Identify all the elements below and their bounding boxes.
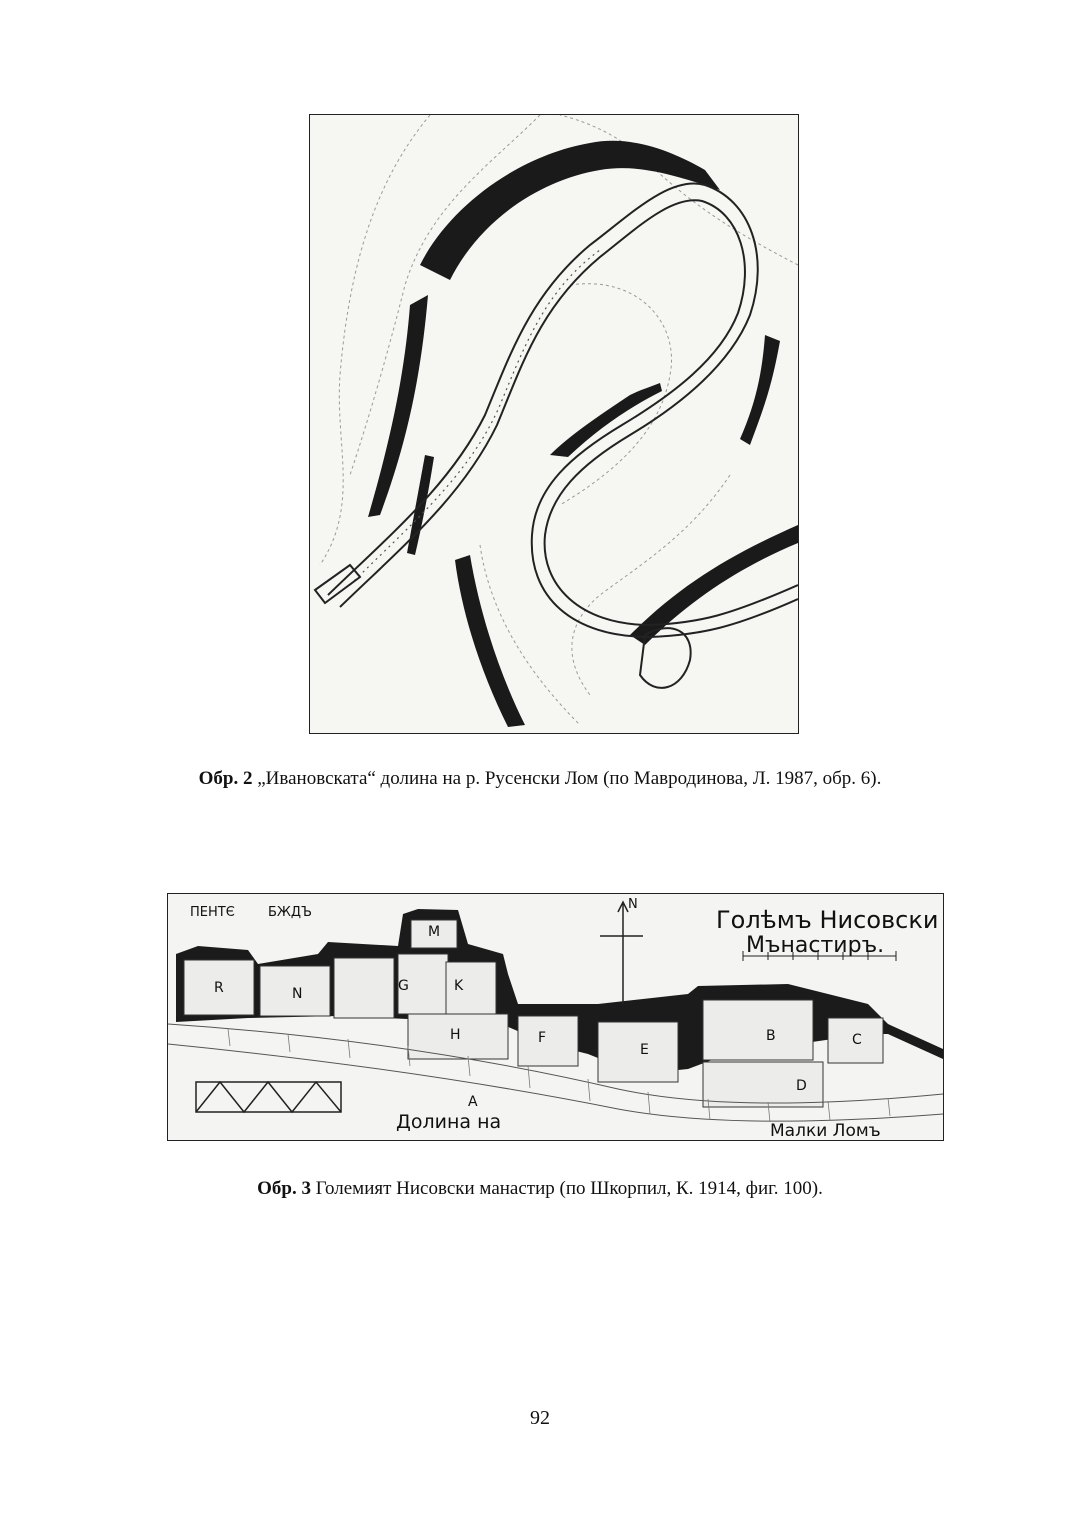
figure-3-caption-text: Големият Нисовски манастир (по Шкорпил, К. 1914, фиг. 100). [310, 1178, 823, 1199]
room-label-d: D [796, 1078, 807, 1094]
map-title-line2: Мънастиръ. [746, 933, 885, 958]
figure-2-caption-label: Обр. 2 [198, 768, 253, 789]
figure-2-caption-text: „Ивановската“ долина на р. Русенски Лом (по Мавродинова, Л. 1987, обр. 6). [252, 768, 882, 789]
room-label-h: H [450, 1027, 461, 1043]
corner-label-right: БЖДЪ [268, 905, 312, 920]
room-label-b: B [766, 1028, 776, 1044]
figure-3-caption-label: Обр. 3 [257, 1178, 311, 1199]
figure-3-plan [167, 893, 944, 1141]
north-label: N [628, 897, 638, 912]
room-label-a: A [468, 1094, 478, 1110]
room-label-m: M [428, 924, 441, 940]
room-label-e: E [640, 1042, 649, 1058]
bottom-label-right: Малки Ломъ [770, 1121, 881, 1140]
room-label-r: R [214, 980, 224, 996]
bottom-label-left: Долина на [396, 1111, 502, 1133]
room-label-g: G [398, 978, 409, 994]
corner-label-left: ПЕНТЄ [190, 905, 235, 920]
room-label-k: K [454, 978, 464, 994]
meander-map-drawing [310, 115, 798, 733]
monastery-plan-drawing [168, 894, 943, 1140]
figure-2-caption [0, 768, 1080, 790]
figure-3-caption [0, 1178, 1080, 1200]
room-label-n: N [292, 986, 303, 1002]
figure-2-map [309, 114, 799, 734]
room-label-c: C [852, 1032, 862, 1048]
room-label-f: F [538, 1030, 547, 1046]
page-number: 92 [530, 1407, 550, 1429]
map-title-line1: Голѣмъ Нисовски [716, 906, 939, 934]
